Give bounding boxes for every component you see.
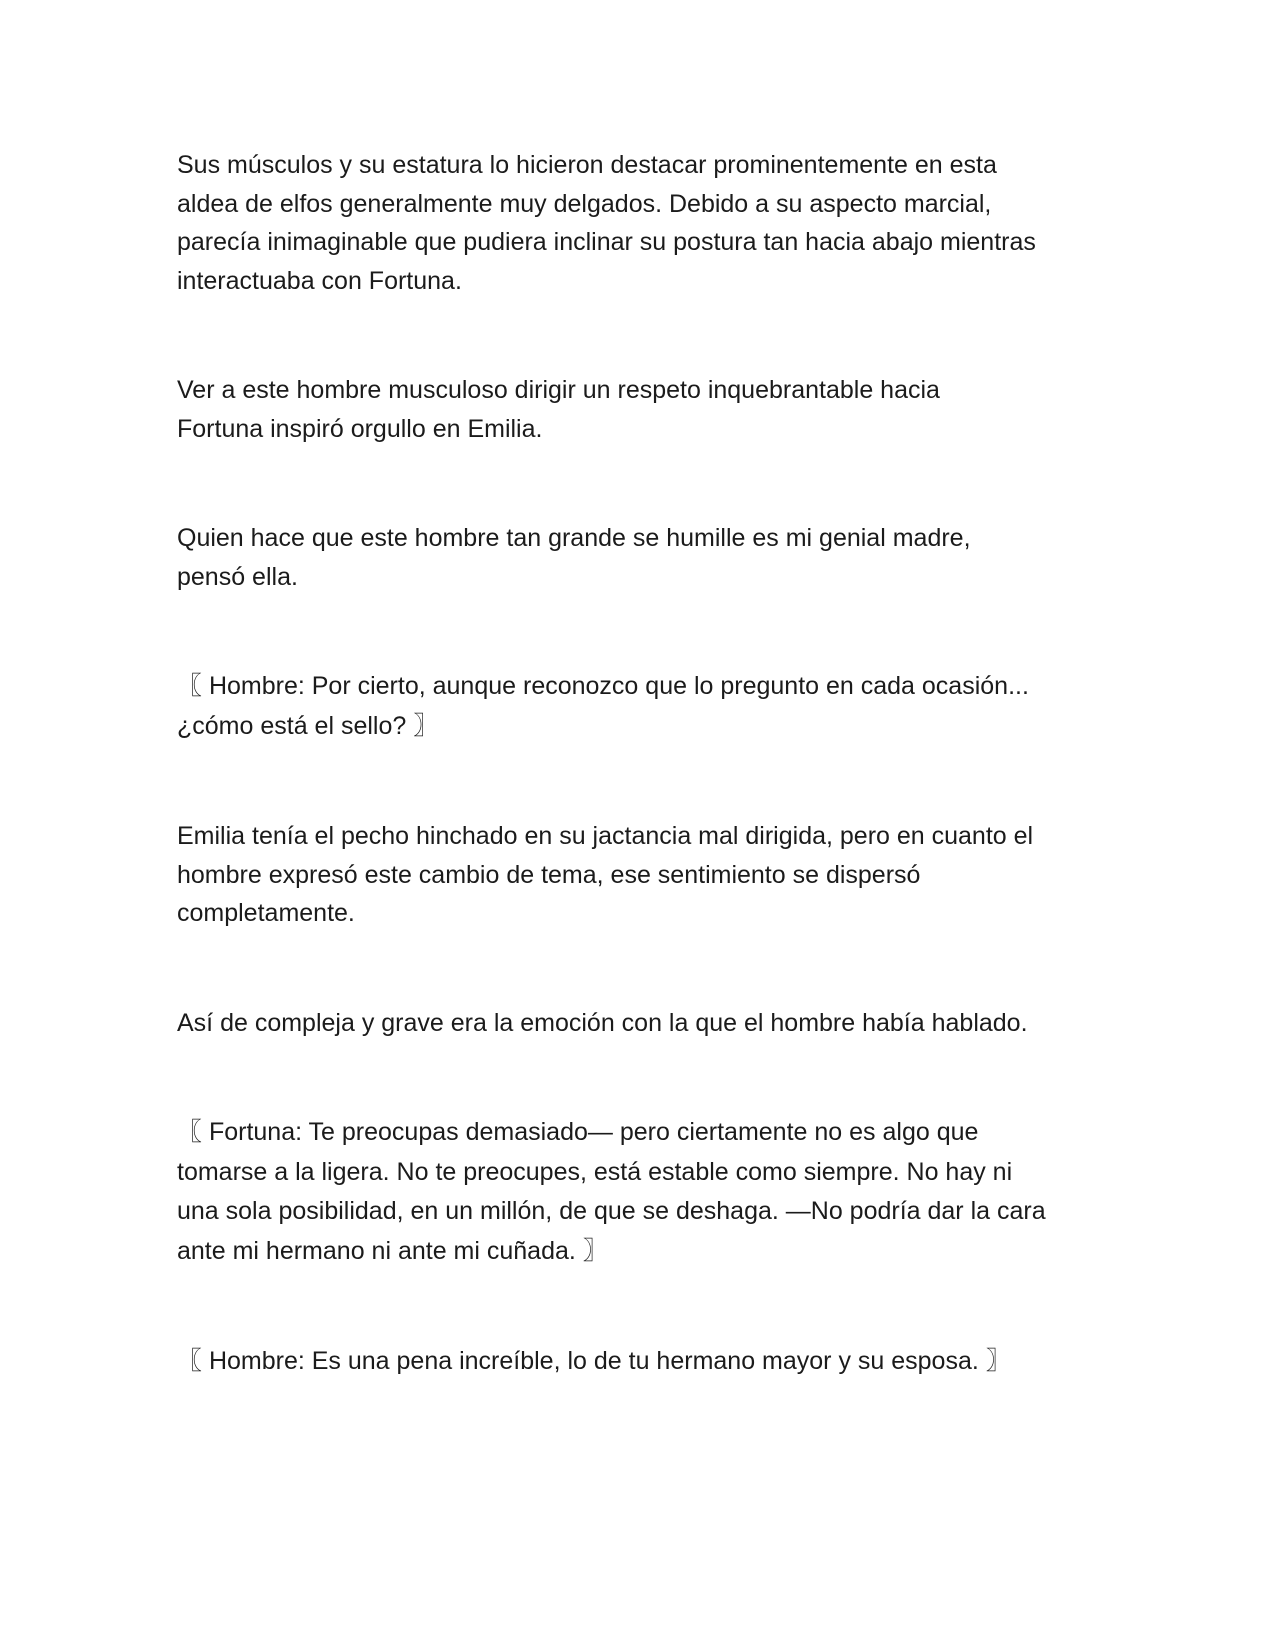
paragraph (177, 371, 1107, 448)
text-line: una sola posibilidad, en un millón, de que se deshaga. —No podría dar la cara (177, 1197, 1046, 1225)
paragraph (177, 146, 1107, 300)
text-line: interactuaba con Fortuna. (177, 266, 462, 295)
text-line: Quien hace que este hombre tan grande se humille es mi genial madre, (177, 524, 971, 552)
text-line: Emilia tenía el pecho hinchado en su jactancia mal dirigida, pero en cuanto el (177, 822, 1034, 850)
text-line: Así de compleja y grave era la emoción con la que el hombre había hablado. (177, 1008, 1028, 1037)
paragraph (177, 1004, 1107, 1043)
text-line: 〖 Fortuna: Te preocupas demasiado— pero ciertamente no es algo que (177, 1118, 979, 1146)
paragraph (177, 817, 1107, 933)
text-line: completamente. (177, 899, 355, 927)
text-line: hombre expresó este cambio de tema, ese sentimiento se dispersó (177, 860, 921, 889)
text-line: 〖 Hombre: Es una pena increíble, lo de tu hermano mayor y su esposa. 〗 (177, 1347, 1011, 1375)
text-line: aldea de elfos generalmente muy delgados. Debido a su aspecto marcial, (177, 189, 992, 218)
paragraph (177, 519, 1107, 596)
text-line: tomarse a la ligera. No te preocupes, está estable como siempre. No hay ni (177, 1157, 1013, 1186)
text-line: Fortuna inspiró orgullo en Emilia. (177, 414, 543, 443)
document-body (177, 146, 1107, 1382)
text-line: 〖 Hombre: Por cierto, aunque reconozco que lo pregunto en cada ocasión... (177, 672, 1029, 700)
text-line: Ver a este hombre musculoso dirigir un respeto inquebrantable hacia (177, 376, 940, 404)
dialogue-paragraph (177, 667, 1107, 746)
text-line: ante mi hermano ni ante mi cuñada. 〗 (177, 1236, 608, 1265)
text-line: parecía inimaginable que pudiera inclinar su postura tan hacia abajo mientras (177, 228, 1036, 256)
dialogue-paragraph (177, 1342, 1107, 1382)
dialogue-paragraph (177, 1113, 1107, 1271)
text-line: Sus músculos y su estatura lo hicieron destacar prominentemente en esta (177, 151, 997, 179)
text-line: pensó ella. (177, 562, 298, 591)
text-line: ¿cómo está el sello? 〗 (177, 711, 439, 740)
